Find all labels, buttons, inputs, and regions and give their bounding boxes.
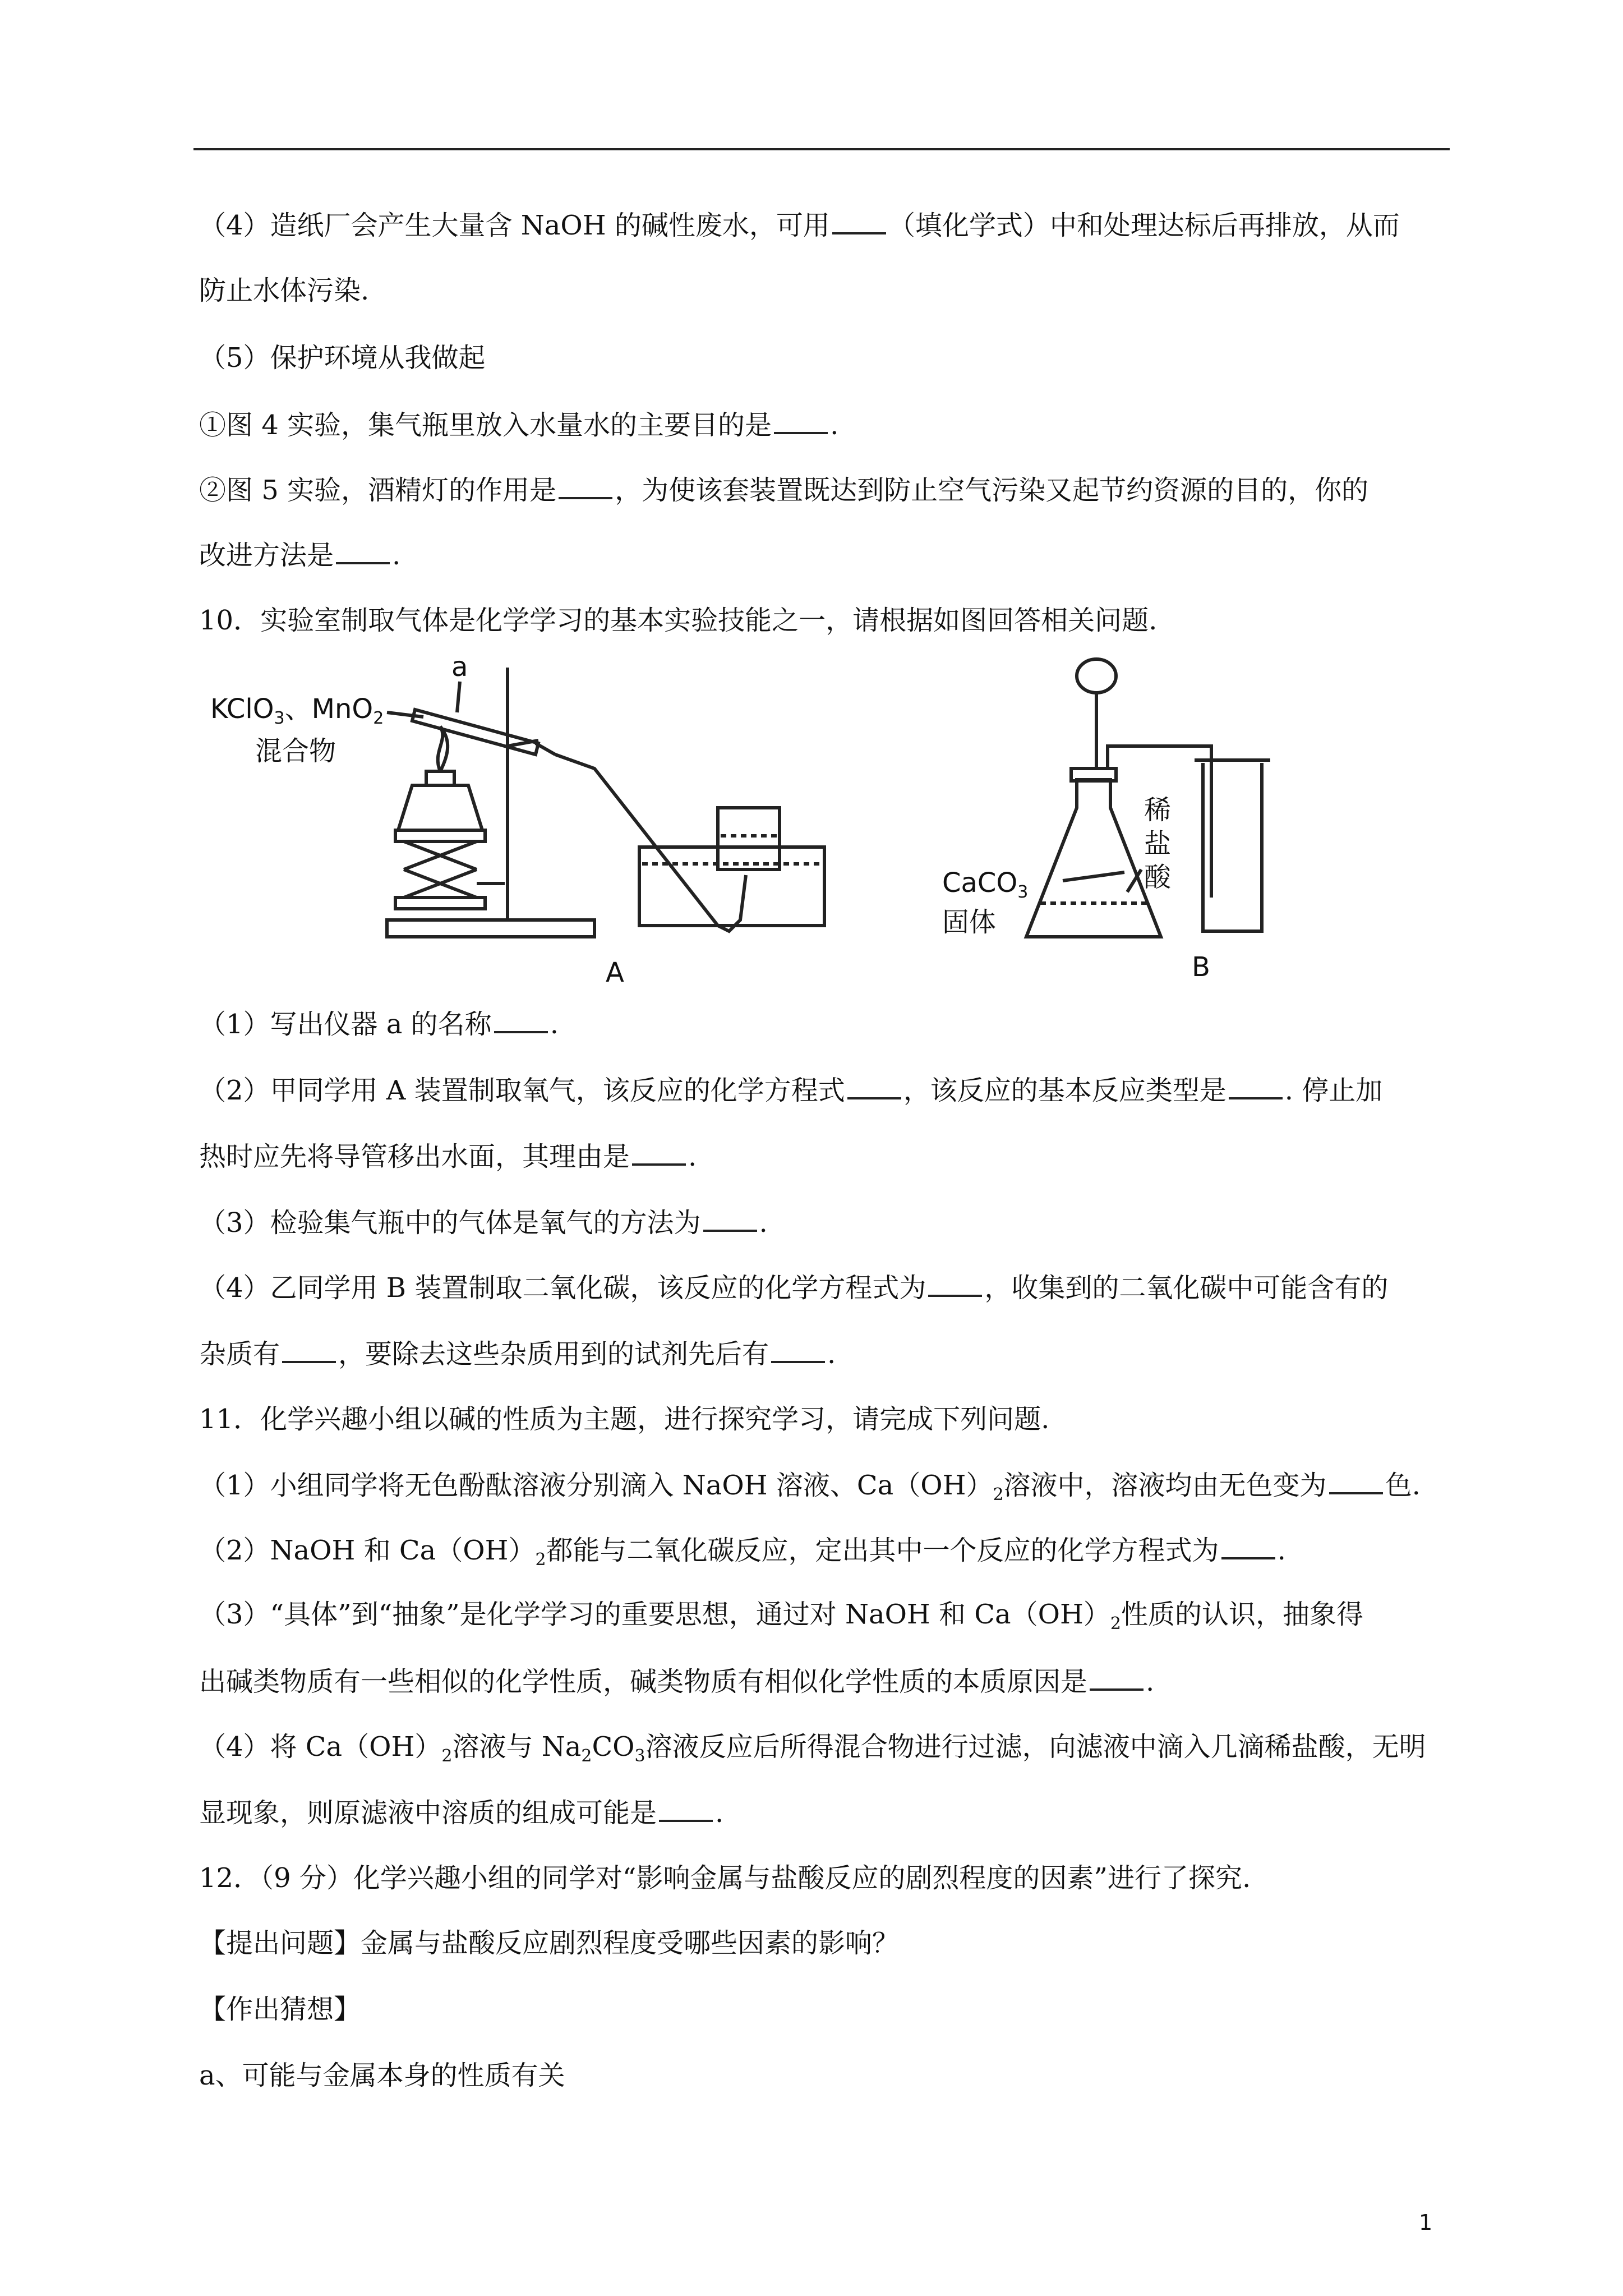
q11-stem <box>199 1402 1455 1436</box>
text: （1）写出仪器 a 的名称 <box>199 1009 492 1040</box>
text: 防止水体污染. <box>199 275 370 306</box>
text: （4）将 Ca（OH） <box>199 1731 442 1763</box>
answer-blank[interactable] <box>1329 1467 1383 1494</box>
pointer-caco3 <box>1063 872 1124 881</box>
q12-guess-a <box>199 2059 1455 2092</box>
text: （5）保护环境从我做起 <box>199 342 486 374</box>
text: ，收集到的二氧化碳中可能含有的 <box>984 1272 1389 1304</box>
reagent-b-line1: CaCO$_3$ <box>942 867 1029 902</box>
text: CO <box>592 1731 635 1763</box>
answer-blank[interactable] <box>632 1139 686 1166</box>
text: . <box>1146 1666 1155 1697</box>
subscript: 2 <box>993 1485 1004 1504</box>
text: 10．实验室制取气体是化学学习的基本实验技能之一，请根据如图回答相关问题. <box>199 605 1158 636</box>
text: 【作出猜想】 <box>199 1994 361 2025</box>
q10-part2-line2 <box>199 1139 1455 1174</box>
text: a、可能与金属本身的性质有关 <box>199 2060 565 2091</box>
text: 11．化学兴趣小组以碱的性质为主题，进行探究学习，请完成下列问题. <box>199 1404 1050 1435</box>
lamp-flame <box>438 726 448 771</box>
text: . <box>759 1207 768 1239</box>
subscript: 2 <box>1110 1614 1121 1634</box>
subscript: 3 <box>634 1746 645 1766</box>
text: . <box>830 409 839 441</box>
reagent-a-line1: KClO$_3$、MnO$_2$ <box>210 693 384 728</box>
q12-guess-heading <box>199 1993 1455 2026</box>
acid-label-3: 酸 <box>1144 862 1172 893</box>
text: ①图 4 实验，集气瓶里放入水量水的主要目的是 <box>199 409 772 441</box>
caption-B: B <box>1192 951 1210 983</box>
answer-blank[interactable] <box>703 1205 757 1232</box>
text: . <box>688 1141 697 1172</box>
lab-jack-bottom <box>395 898 485 909</box>
conical-flask <box>1026 780 1161 937</box>
q11-part1 <box>199 1467 1455 1502</box>
subscript: 2 <box>535 1550 546 1570</box>
q12-stem <box>199 1861 1455 1895</box>
text: （4）造纸厂会产生大量含 NaOH 的碱性废水，可用 <box>199 210 830 241</box>
text: 溶液与 Na <box>452 1731 582 1763</box>
text: . <box>827 1338 836 1370</box>
q10-part3 <box>199 1205 1455 1240</box>
text: . <box>550 1009 559 1040</box>
subscript: 2 <box>581 1746 592 1766</box>
text: 都能与二氧化碳反应，定出其中一个反应的化学方程式为 <box>546 1535 1219 1566</box>
pointer-a <box>457 682 460 712</box>
text: . <box>392 540 401 571</box>
pointer-reagent <box>387 712 423 717</box>
text: （3）检验集气瓶中的气体是氧气的方法为 <box>199 1207 701 1239</box>
lamp-neck <box>426 771 454 785</box>
alcohol-lamp <box>398 785 482 830</box>
page-number: 1 <box>1419 2210 1433 2235</box>
acid-label-2: 盐 <box>1144 828 1172 859</box>
answer-blank[interactable] <box>494 1006 548 1033</box>
answer-blank[interactable] <box>1229 1073 1283 1099</box>
answer-blank[interactable] <box>847 1073 901 1099</box>
text: （填化学式）中和处理达标后再排放，从而 <box>888 210 1400 241</box>
text: ，为使该套装置既达到防止空气污染又起节约资源的目的，你的 <box>615 475 1369 506</box>
q11-part3-line1 <box>199 1598 1455 1634</box>
separatory-funnel-bulb <box>1077 659 1116 693</box>
q11-part4-line2 <box>199 1795 1455 1830</box>
answer-blank[interactable] <box>1090 1664 1144 1691</box>
q11-part2 <box>199 1533 1455 1570</box>
gas-jar-A <box>718 808 780 869</box>
answer-blank[interactable] <box>771 1336 825 1363</box>
reagent-b-line2: 固体 <box>942 907 997 938</box>
text: . 停止加 <box>1284 1075 1383 1106</box>
text: （2）甲同学用 A 装置制取氧气，该反应的化学方程式 <box>199 1075 845 1106</box>
text: 性质的认识，抽象得 <box>1121 1599 1363 1630</box>
text: 出碱类物质有一些相似的化学性质，碱类物质有相似化学性质的本质原因是 <box>199 1666 1088 1697</box>
text: ②图 5 实验，酒精灯的作用是 <box>199 475 557 506</box>
text: 杂质有 <box>199 1338 280 1370</box>
label-a: a <box>451 651 468 683</box>
caption-A: A <box>606 957 624 988</box>
text: （3）“具体”到“抽象”是化学学习的重要思想，通过对 NaOH 和 Ca（OH） <box>199 1599 1110 1630</box>
text: 【提出问题】金属与盐酸反应剧烈程度受哪些因素的影响？ <box>199 1927 900 1959</box>
text: 改进方法是 <box>199 540 334 571</box>
q10-part2-line1 <box>199 1073 1455 1107</box>
answer-blank[interactable] <box>282 1336 336 1363</box>
text: 溶液中，溶液均由无色变为 <box>1003 1470 1327 1501</box>
stand-base <box>387 920 594 937</box>
text: （4）乙同学用 B 装置制取二氧化碳，该反应的化学方程式为 <box>199 1272 926 1304</box>
q10-part1 <box>199 1006 1455 1041</box>
text: ，要除去这些杂质用到的试剂先后有 <box>338 1338 769 1370</box>
text: . <box>1277 1535 1286 1566</box>
lab-jack-scissors <box>404 841 477 898</box>
q11-part4-line1 <box>199 1730 1455 1764</box>
answer-blank[interactable] <box>659 1795 713 1822</box>
text: 12．（9 分）化学兴趣小组的同学对“影响金属与盐酸反应的剧烈程度的因素”进行了探究. <box>199 1862 1251 1894</box>
text: 溶液反应后所得混合物进行过滤，向滤液中滴入几滴稀盐酸，无明 <box>645 1731 1426 1763</box>
text: 热时应先将导管移出水面，其理由是 <box>199 1141 630 1172</box>
q10-part4-line2 <box>199 1336 1455 1371</box>
test-tube <box>412 710 538 754</box>
text: . <box>715 1797 724 1829</box>
text: ，该反应的基本反应类型是 <box>903 1075 1227 1106</box>
q12-question <box>199 1926 1455 1960</box>
answer-blank[interactable] <box>1221 1533 1275 1559</box>
text: （1）小组同学将无色酚酞溶液分别滴入 NaOH 溶液、Ca（OH） <box>199 1470 993 1501</box>
reagent-a-line2: 混合物 <box>255 735 336 767</box>
answer-blank[interactable] <box>928 1270 982 1297</box>
q10-part4-line1 <box>199 1270 1455 1305</box>
text: 色. <box>1385 1470 1421 1501</box>
q11-part3-line2 <box>199 1664 1455 1699</box>
subscript: 2 <box>441 1746 453 1766</box>
acid-label-1: 稀 <box>1144 794 1172 826</box>
text: （2）NaOH 和 Ca（OH） <box>199 1535 536 1566</box>
text: 显现象，则原滤液中溶质的组成可能是 <box>199 1797 657 1829</box>
